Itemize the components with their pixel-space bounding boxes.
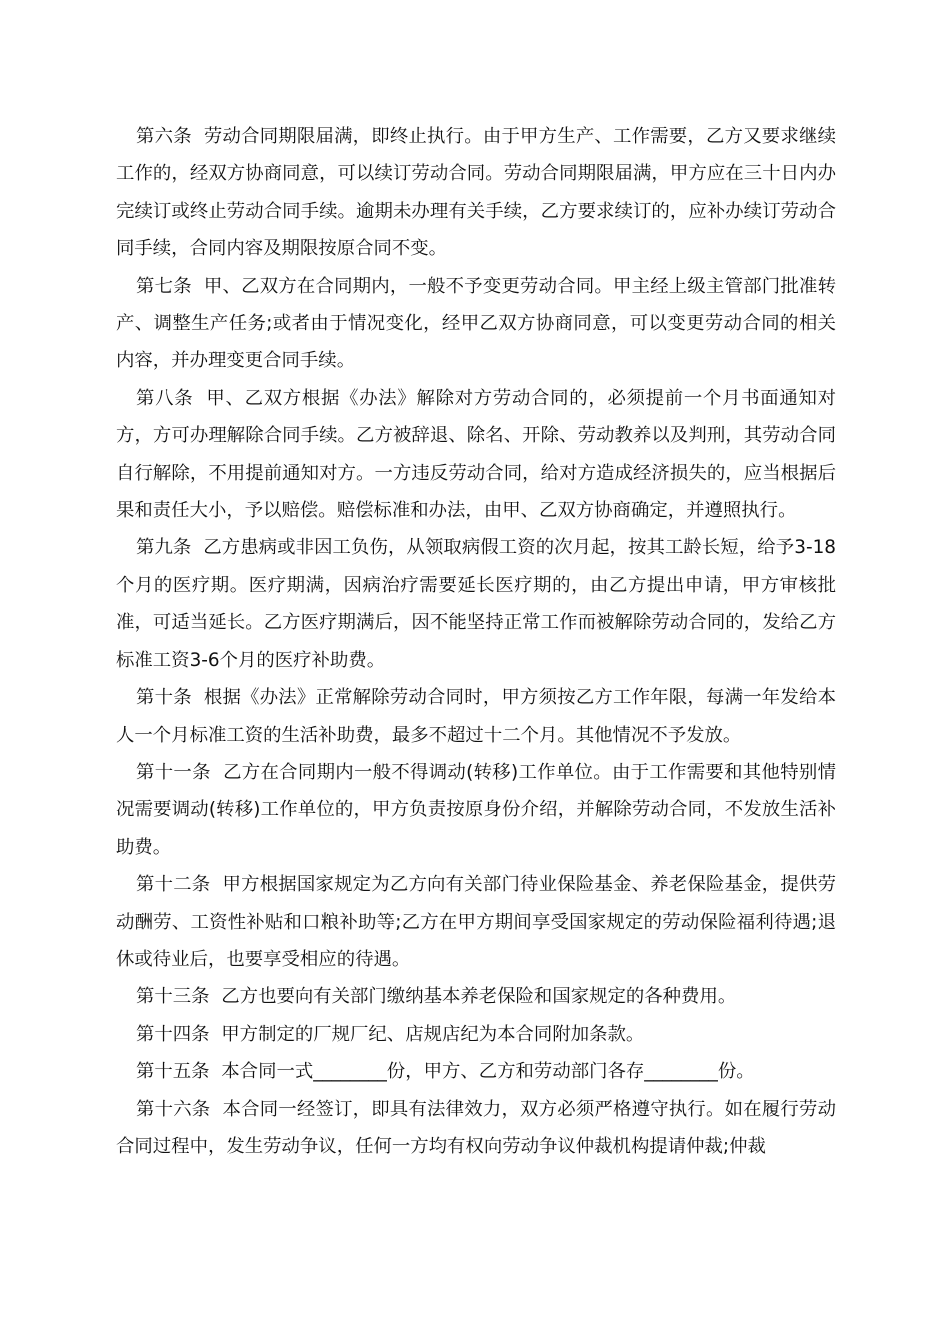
article-14-text: 甲方制定的厂规厂纪、店规店纪为本合同附加条款。 bbox=[221, 1023, 645, 1045]
article-15-text: 本合同一式________份，甲方、乙方和劳动部门各存________份。 bbox=[221, 1061, 755, 1083]
article-7-paragraph bbox=[116, 268, 836, 380]
article-11-paragraph bbox=[116, 754, 836, 866]
article-16-number: 第十六条 bbox=[136, 1098, 211, 1120]
document-page bbox=[116, 118, 836, 1165]
article-12-paragraph bbox=[116, 866, 836, 978]
article-13-number: 第十三条 bbox=[136, 986, 210, 1008]
article-7-number: 第七条 bbox=[136, 275, 192, 297]
article-14-number: 第十四条 bbox=[136, 1023, 210, 1045]
article-14-paragraph bbox=[116, 1016, 836, 1053]
article-10-paragraph bbox=[116, 679, 836, 754]
article-8-text: 甲、乙双方根据《办法》解除对方劳动合同的，必须提前一个月书面通知对方，方可办理解除合同手续。乙方被辞退、除名、开除、劳动教养以及判刑，其劳动合同自行解除，不用提前通知对方。一方违反劳动合同，给对方造成经济损失的，应当根据后果和责任大小，予以赔偿。赔偿标准和办法，由甲、乙双方协商确定，并遵照执行。 bbox=[116, 387, 836, 522]
article-7-text: 甲、乙双方在合同期内，一般不予变更劳动合同。甲主经上级主管部门批准转产、调整生产任务;或者由于情况变化，经甲乙双方协商同意，可以变更劳动合同的相关内容，并办理变更合同手续。 bbox=[116, 275, 836, 372]
article-15-paragraph bbox=[116, 1053, 836, 1090]
article-6-paragraph bbox=[116, 118, 836, 268]
article-15-number: 第十五条 bbox=[136, 1061, 210, 1083]
article-11-number: 第十一条 bbox=[136, 761, 211, 783]
article-16-paragraph bbox=[116, 1091, 836, 1166]
article-13-text: 乙方也要向有关部门缴纳基本养老保险和国家规定的各种费用。 bbox=[221, 986, 737, 1008]
article-6-text: 劳动合同期限届满，即终止执行。由于甲方生产、工作需要，乙方又要求继续工作的，经双方协商同意，可以续订劳动合同。劳动合同期限届满，甲方应在三十日内办完续订或终止劳动合同手续。逾期未办理有关手续，乙方要求续订的，应补办续订劳动合同手续，合同内容及期限按原合同不变。 bbox=[116, 126, 836, 260]
article-9-paragraph bbox=[116, 529, 836, 679]
article-13-paragraph bbox=[116, 978, 836, 1015]
article-16-text: 本合同一经签订，即具有法律效力，双方必须严格遵守执行。如在履行劳动合同过程中，发生劳动争议，任何一方均有权向劳动争议仲裁机构提请仲裁;仲裁 bbox=[116, 1098, 836, 1157]
article-6-number: 第六条 bbox=[136, 126, 192, 147]
article-10-number: 第十条 bbox=[136, 687, 192, 709]
article-9-text: 乙方患病或非因工负伤，从领取病假工资的次月起，按其工龄长短，给予3-18个月的医疗期。医疗期满，因病治疗需要延长医疗期的，由乙方提出申请，甲方审核批准，可适当延长。乙方医疗期满后，因不能坚持正常工作而被解除劳动合同的，发给乙方标准工资3-6个月的医疗补助费。 bbox=[116, 537, 836, 671]
article-10-text: 根据《办法》正常解除劳动合同时，甲方须按乙方工作年限，每满一年发给本人一个月标准工资的生活补助费，最多不超过十二个月。其他情况不予发放。 bbox=[116, 687, 836, 746]
article-9-number: 第九条 bbox=[136, 537, 192, 559]
article-11-text: 乙方在合同期内一般不得调动(转移)工作单位。由于工作需要和其他特别情况需要调动(转移)工作单位的，甲方负责按原身份介绍，并解除劳动合同，不发放生活补助费。 bbox=[116, 761, 836, 858]
article-8-number: 第八条 bbox=[136, 387, 194, 409]
article-12-text: 甲方根据国家规定为乙方向有关部门待业保险基金、养老保险基金，提供劳动酬劳、工资性补贴和口粮补助等;乙方在甲方期间享受国家规定的劳动保险福利待遇;退休或待业后，也要享受相应的待遇。 bbox=[116, 874, 836, 970]
article-8-paragraph bbox=[116, 380, 836, 530]
article-12-number: 第十二条 bbox=[136, 874, 211, 896]
